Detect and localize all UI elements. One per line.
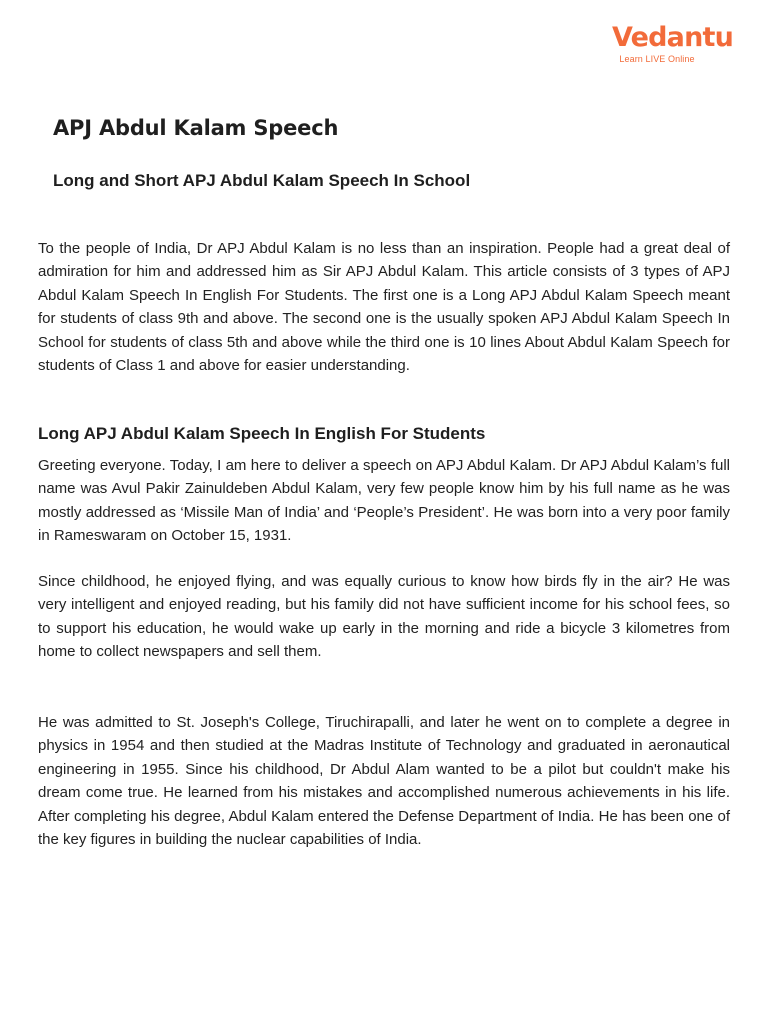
logo-tagline: Learn LIVE Online xyxy=(619,54,695,64)
intro-paragraph: To the people of India, Dr APJ Abdul Kalam is no less than an inspiration. People had a great deal of admiration for him and addressed him as Sir APJ Abdul Kalam. This article consists of 3 types of APJ Abdul Kalam Speech In English For Students. The first one is a Long APJ Abdul Kalam Speech meant for students of class 9th and above. The second one is the usually spoken APJ Abdul Kalam Speech In School for students of class 5th and above while the third one is 10 lines About Abdul Kalam Speech for students of Class 1 and above for easier understanding. xyxy=(38,240,730,375)
logo-wordmark: Vedantu xyxy=(612,22,734,53)
speech-paragraph-3: He was admitted to St. Joseph's College, Tiruchirapalli, and later he went on to complete a degree in physics in 1954 and then studied at the Madras Institute of Technology and graduated in aeronautical engineering in 1955. Since his childhood, Dr Abdul Alam wanted to be a pilot but couldn't make his dream come true. He learned from his mistakes and accomplished numerous achievements in his life. After completing his degree, Abdul Kalam entered the Defense Department of India. He has been one of the key figures in building the nuclear capabilities of India. xyxy=(38,714,730,849)
page-subtitle: Long and Short APJ Abdul Kalam Speech In School xyxy=(53,171,471,190)
speech-paragraph-1: Greeting everyone. Today, I am here to deliver a speech on APJ Abdul Kalam. Dr APJ Abdul Kalam’s full name was Avul Pakir Zainuldeben Abdul Kalam, very few people know him by his full name as he was mostly addressed as ‘Missile Man of India’ and ‘People’s President’. He was born into a very poor family in Rameswaram on October 15, 1931. xyxy=(38,457,730,545)
page-title: APJ Abdul Kalam Speech xyxy=(53,116,339,140)
speech-paragraph-2: Since childhood, he enjoyed flying, and was equally curious to know how birds fly in the air? He was very intelligent and enjoyed reading, but his family did not have sufficient income for his school fees, so to support his education, he would wake up early in the morning and ride a bicycle 3 kilometres from home to collect newspapers and sell them. xyxy=(38,573,730,661)
section-heading: Long APJ Abdul Kalam Speech In English For Students xyxy=(38,424,486,443)
vedantu-logo xyxy=(612,22,734,64)
